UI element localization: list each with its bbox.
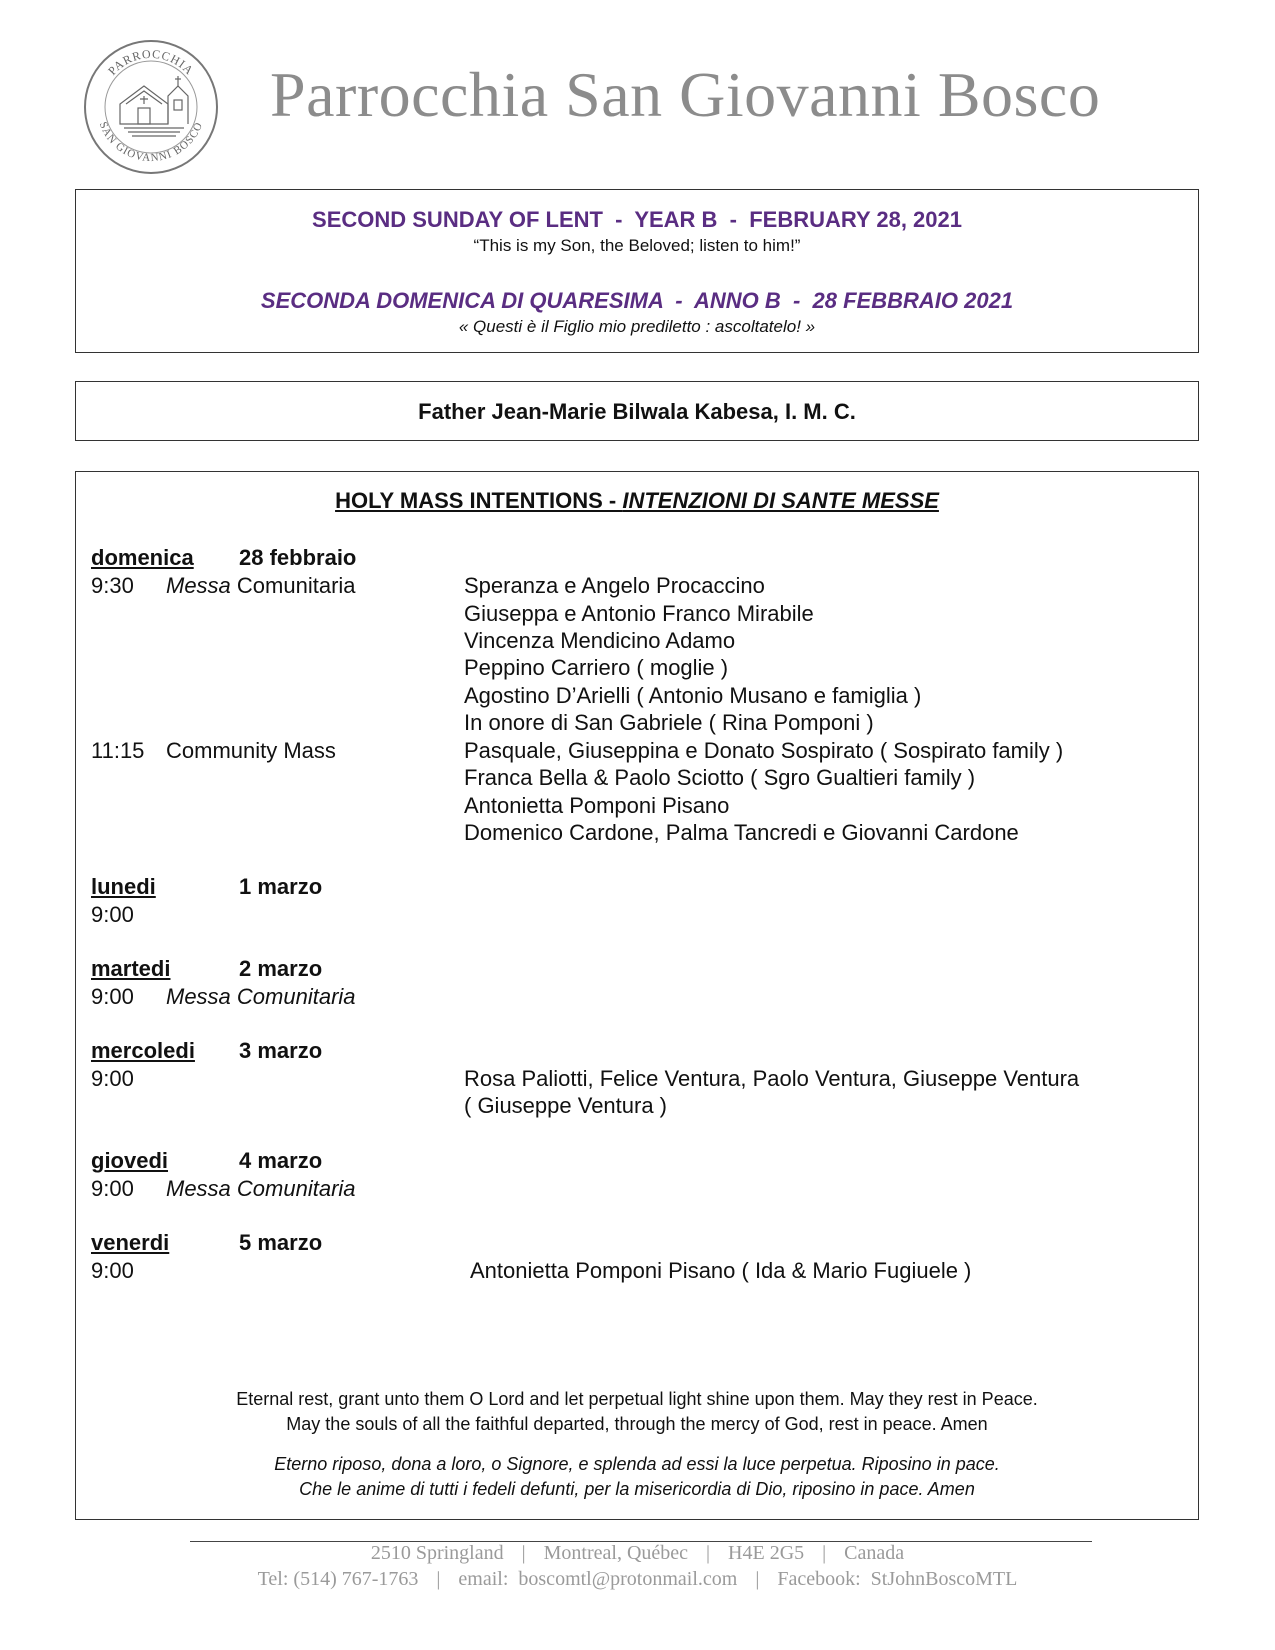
mass-label	[166, 573, 356, 599]
intention-name: Giuseppa e Antonio Franco Mirabile	[464, 601, 814, 626]
intention-name: Antonietta Pomponi Pisano	[464, 793, 730, 818]
mass-time: 9:30	[91, 573, 134, 598]
day-name: mercoledi	[91, 1038, 195, 1063]
english-quote: “This is my Son, the Beloved; listen to him!”	[473, 236, 801, 255]
footer-contact: Tel: (514) 767-1763 | email: boscomtl@protonmail.com | Facebook: StJohnBoscoMTL	[257, 1568, 1018, 1590]
footer-address: 2510 Springland | Montreal, Québec | H4E 2G5 | Canada	[370, 1542, 905, 1564]
footer-postal: H4E 2G5	[728, 1542, 805, 1564]
day-heading-domenica	[91, 545, 356, 571]
day-date: 28 febbraio	[239, 545, 357, 570]
day-name: giovedi	[91, 1148, 169, 1173]
mass-label: Community Mass	[166, 738, 336, 763]
day-date: 1 marzo	[239, 874, 323, 899]
svg-text:SAN GIOVANNI BOSCO: SAN GIOVANNI BOSCO	[96, 120, 206, 165]
mass-label: Messa Comunitaria	[166, 1176, 356, 1201]
day-date: 4 marzo	[239, 1148, 323, 1173]
intention-name: Peppino Carriero ( moglie )	[464, 655, 729, 680]
prayer-line: Eternal rest, grant unto them O Lord and let perpetual light shine upon them. May they rest in Peace.	[236, 1389, 1038, 1409]
italian-quote: « Questi è il Figlio mio prediletto : ascoltatelo! »	[458, 317, 816, 336]
parish-logo-seal	[82, 38, 220, 176]
mass-time: 9:00	[91, 1066, 134, 1091]
mass-time: 11:15	[91, 738, 145, 763]
priest-name: Father Jean-Marie Bilwala Kabesa, I. M. C.	[418, 399, 856, 424]
day-heading-lunedi	[91, 874, 322, 900]
mass-label-italic: Messa	[166, 573, 231, 598]
svg-text:PARROCCHIA: PARROCCHIA	[105, 46, 197, 78]
day-heading-venerdi	[91, 1230, 322, 1256]
intentions-title-en: HOLY MASS INTENTIONS -	[335, 488, 623, 513]
intention-name: Domenico Cardone, Palma Tancredi e Giovanni Cardone	[464, 820, 1019, 845]
intention-name: Rosa Paliotti, Felice Ventura, Paolo Ventura, Giuseppe Ventura	[464, 1066, 1080, 1091]
liturgical-heading-box	[75, 189, 1199, 353]
day-name: domenica	[91, 545, 194, 570]
mass-label: Messa Comunitaria	[166, 984, 356, 1009]
day-date: 2 marzo	[239, 956, 323, 981]
footer-phone: Tel: (514) 767-1763	[257, 1568, 419, 1590]
day-date: 3 marzo	[239, 1038, 323, 1063]
day-heading-mercoledi	[91, 1038, 322, 1064]
mass-time: 9:00	[91, 984, 134, 1009]
english-heading: SECOND SUNDAY OF LENT - YEAR B - FEBRUARY 28, 2021	[312, 207, 962, 232]
priest-box	[75, 381, 1199, 441]
day-heading-giovedi	[91, 1148, 322, 1174]
prayer-line: Eterno riposo, dona a loro, o Signore, e splenda ad essi la luce perpetua. Riposino in pace.	[274, 1454, 1000, 1474]
church-icon	[120, 76, 188, 136]
footer-facebook: Facebook: StJohnBoscoMTL	[777, 1568, 1018, 1590]
footer-email: email: boscomtl@protonmail.com	[458, 1568, 738, 1590]
mass-intentions-box	[75, 471, 1199, 1520]
mass-time: 9:00	[91, 902, 134, 927]
mass-label-rest: Comunitaria	[230, 573, 356, 598]
prayer-line: Che le anime di tutti i fedeli defunti, per la misericordia di Dio, riposino in pace. Amen	[299, 1479, 975, 1499]
parish-title: Parrocchia San Giovanni Bosco	[270, 59, 1101, 130]
footer-street: 2510 Springland	[370, 1542, 504, 1564]
intention-name: Agostino D’Arielli ( Antonio Musano e famiglia )	[464, 683, 922, 708]
day-heading-martedi	[91, 956, 322, 982]
prayer-italian	[76, 1452, 1198, 1502]
italian-heading: SECONDA DOMENICA DI QUARESIMA - ANNO B - 28 FEBBRAIO 2021	[260, 288, 1014, 313]
prayer-english	[76, 1387, 1198, 1437]
intentions-title	[76, 488, 1198, 514]
intention-name: Pasquale, Giuseppina e Donato Sospirato ( Sospirato family )	[464, 738, 1064, 763]
day-name: martedi	[91, 956, 171, 981]
day-name: lunedi	[91, 874, 156, 899]
mass-time: 9:00	[91, 1176, 134, 1201]
day-date: 5 marzo	[239, 1230, 323, 1255]
intention-name: In onore di San Gabriele ( Rina Pomponi )	[464, 710, 874, 735]
mass-time: 9:00	[91, 1258, 134, 1283]
intention-name: Speranza e Angelo Procaccino	[464, 573, 765, 598]
footer-city: Montreal, Québec	[543, 1542, 689, 1564]
footer-country: Canada	[844, 1542, 905, 1564]
intention-name: Franca Bella & Paolo Sciotto ( Sgro Gualtieri family )	[464, 765, 976, 790]
day-name: venerdi	[91, 1230, 170, 1255]
prayer-line: May the souls of all the faithful departed, through the mercy of God, rest in peace. Amen	[286, 1414, 988, 1434]
intentions-title-it: INTENZIONI DI SANTE MESSE	[622, 488, 939, 513]
intention-name: Vincenza Mendicino Adamo	[464, 628, 736, 653]
intention-name: Antonietta Pomponi Pisano ( Ida & Mario Fugiuele )	[470, 1258, 972, 1283]
intention-name: ( Giuseppe Ventura )	[464, 1093, 668, 1118]
